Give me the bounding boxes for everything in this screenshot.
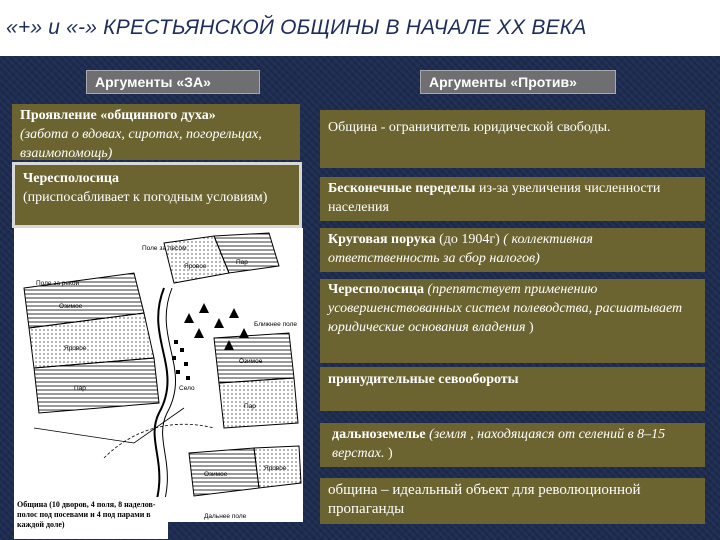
pro-item1-text: (забота о вдовах, сиротах, погорельцах, взаимопомощь) (20, 127, 262, 161)
label-near-field: Ближнее поле (254, 321, 297, 328)
contra-item2-rest: из-за увеличения численности населения (328, 181, 661, 215)
label-par-1: Пар (74, 385, 86, 392)
contra-item3-plain: (до 1904г) (439, 232, 500, 247)
contra-item2-bold: Бесконечные переделы (328, 181, 476, 196)
label-far-field: Дальнее поле (204, 513, 247, 520)
community-map (14, 228, 303, 522)
contra-item-legal-freedom (320, 110, 705, 168)
label-village: Село (179, 385, 195, 392)
pro-item1-title: Проявление «общинного духа» (20, 108, 216, 123)
pro-item-community-spirit (12, 104, 300, 160)
label-yarovoe-2: Яровое (184, 263, 207, 270)
contra-item-mutual-guarantee (320, 228, 705, 272)
contra-item6-ital: (земля , находящаяся от селений в 8–15 верстах. (332, 427, 666, 461)
label-yarovoe-1: Яровое (64, 345, 87, 352)
contra-item4-bold: Чересполосица (328, 282, 424, 297)
contra-item3-ital: ( коллективная ответственность за сбор налогов) (328, 232, 593, 266)
contra-item7-text: община – идеальный объект для революционной пропаганды (328, 482, 641, 517)
label-yarovoe-3: Яровое (264, 465, 287, 472)
pro-item-strip-farming (12, 162, 302, 228)
label-ozimoe-3: Озимое (204, 471, 228, 478)
road-2 (34, 408, 184, 443)
field-block-par (34, 358, 159, 413)
contra-item-distant-land (320, 423, 705, 467)
label-ozimoe-2: Озимое (239, 358, 263, 365)
label-field-forest: Поле за лесом (142, 245, 187, 252)
contra-item6-end: ) (388, 446, 393, 461)
pro-item2-title: Чересполосица (23, 171, 119, 186)
contra-header: Аргументы «Против» (420, 70, 616, 94)
map-caption: Община (10 дворов, 4 поля, 8 наделов-полос под посевами и 4 под парами в каждой доле) (14, 497, 168, 539)
title-bar (0, 0, 720, 56)
slide-title: «+» и «-» КРЕСТЬЯНСКОЙ ОБЩИНЫ В НАЧАЛЕ ХХ ВЕКА (6, 16, 587, 39)
contra-item4-end: ) (529, 320, 534, 335)
label-field-river: Поле за рекой (36, 280, 80, 287)
contra-item-redistributions (320, 177, 705, 221)
label-ozimoe-1: Озимое (59, 303, 83, 310)
map-drawing (14, 228, 303, 522)
contra-item-forced-rotation (320, 367, 705, 411)
contra-item-strip-farming (320, 279, 705, 363)
contra-item5-bold: принудительные севообороты (328, 372, 519, 387)
pro-header: Аргументы «ЗА» (86, 70, 260, 94)
field-block-near-2 (219, 378, 298, 428)
contra-item3-bold: Круговая порука (328, 232, 436, 247)
label-par-3: Пар (244, 403, 256, 410)
contra-item1-text: Община - ограничитель юридической свободы. (328, 120, 611, 135)
river-line (149, 288, 168, 522)
contra-item4-ital: (препятствует применению усовершенствованных систем полеводства, расшатывает юридические основания владения (328, 282, 683, 335)
contra-item-revolutionary-propaganda (320, 478, 705, 524)
label-par-2: Пар (236, 259, 248, 266)
contra-item6-bold: дальноземелье (332, 427, 426, 442)
pro-item2-text: (приспосабливает к погодным условиям) (23, 190, 268, 205)
